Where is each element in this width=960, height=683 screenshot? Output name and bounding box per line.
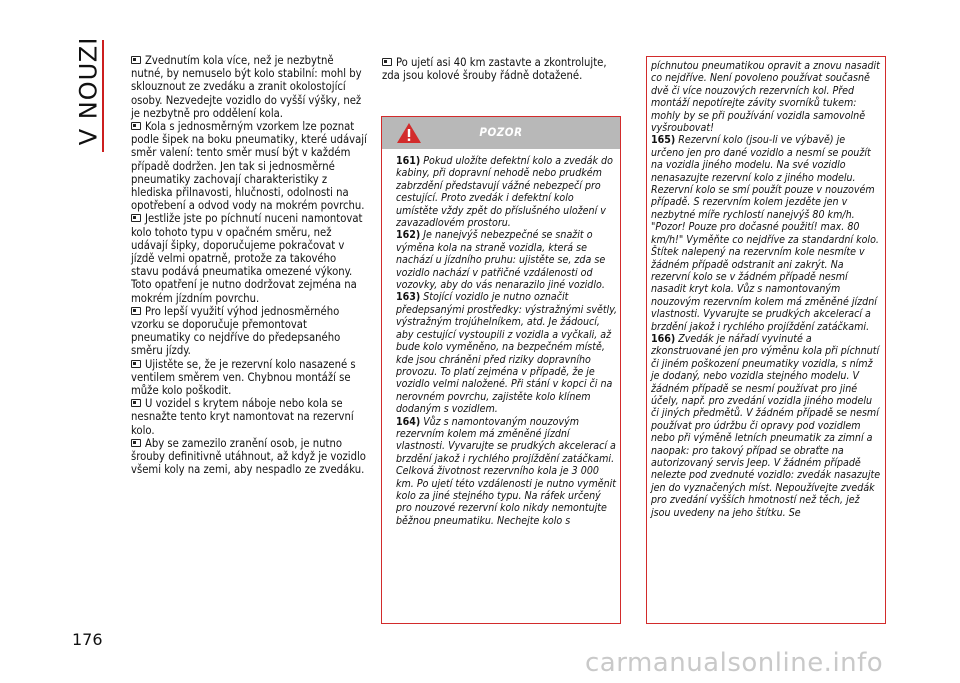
bullet-icon [131, 439, 141, 447]
paragraph: Pro lepší využití výhod jednosměrného vzorku se doporučuje přemontovat pneumatiky co nejdříve do předepsaného směru jízdy. [131, 304, 341, 358]
warning-box-continued [646, 56, 886, 624]
bullet-icon [131, 122, 141, 130]
paragraph: Zvednutím kola více, než je nezbytně nutné, by nemuselo být kolo stabilní: mohl by sklouznout ze zvedáku a zranit okolostojící osoby. Nezvedejte vozidlo do vyšší výšky, než je nezbytně pro oddělení kola. [131, 54, 362, 120]
note: 166) Zvedák je nářadí vyvinuté a zkonstruované jen pro výměnu kola při píchnutí či jiném poškození pneumatiky vozidla, s nímž je dodaný, nebo vozidla stejného modelu. V žádném případě se nesmí používat pro jiné účely, např. pro zvedání vozidla jiného modelu či jiných předmětů. V žádném případě se nesmí používat pro údržbu či opravy pod vozidlem nebo při výměně letních pneumatik za zimní a naopak: pro takový případ se obraťte na autorizovaný servis Jeep. V žádném případě nelezte pod zvednuté vozidlo: zvedák nasazujte jen do vyznačených míst. Nepoužívejte zvedák pro zvedání vyšších hmotností než těch, jež jsou uvedeny na jeho štítku. Se [651, 332, 881, 519]
note-continuation: píchnutou pneumatikou opravit a znovu nasadit co nejdříve. Není povoleno používat současně dvě či více nouzových rezervních kol. Před montáží nepotírejte závity svorníků tukem: mohly by se při používání vozidla samovolně vyšroubovat! [651, 60, 880, 135]
bullet-icon [131, 399, 141, 407]
warning-title: POZOR [479, 125, 523, 139]
paragraph: Aby se zamezilo zranění osob, je nutno šrouby definitivně utáhnout, až když je vozidlo všemi koly na zemi, aby nespadlo ze zvedáku. [131, 436, 366, 477]
paragraph: Ujistěte se, že je rezervní kolo nasazené s ventilem směrem ven. Chybnou montáží se může kolo poškodit. [131, 357, 356, 398]
bullet-icon [131, 56, 141, 64]
paragraph: Po ujetí asi 40 km zastavte a zkontrolujte, zda jsou kolové šrouby řádně dotažené. [382, 56, 607, 83]
column-2-intro [382, 56, 621, 82]
watermark: carmanualsonline.info [585, 648, 884, 678]
warning-box [381, 116, 621, 624]
warning-notes [396, 155, 618, 527]
note: 164) Vůz s namontovaným nouzovým rezervním kolem má změněné jízdní vlastnosti. Vyvarujte se prudkých akcelerací a brzdění jakož i rychlého projíždění zatáčkami. Celková životnost rezervního kola je 3 000 km. Po ujetí této vzdálenosti je nutno vyměnit kolo za jiné stejného typu. Na ráfek určený pro nouzové rezervní kolo nikdy nemontujte běžnou pneumatiku. Nechejte kolo s [396, 415, 617, 527]
bullet-icon [131, 360, 141, 368]
section-rule [102, 40, 104, 152]
note: 165) Rezervní kolo (jsou-li ve výbavě) je určeno jen pro dané vozidlo a nesmí se použít na vozidla jiného modelu. Na své vozidlo nenasazujte rezervní kolo z jiného modelu. Rezervní kolo se smí použít pouze v nouzovém případě. S rezervním kolem jezděte jen v nezbytné míře rychlostí nanejvýš 80 km/h. "Pozor! Pouze pro dočasné použití! max. 80 km/h!" Vyměňte co nejdříve za standardní kolo. Štítek nalepený na rezervním kole nesmíte v žádném případě odstranit ani zakrýt. Na rezervní kolo se v žádném případě nesmí nasadit kryt kola. Vůz s namontovaným nouzovým rezervním kolem má změněné jízdní vlastnosti. Vyvarujte se prudkých akcelerací a brzdění jakož i rychlého projíždění zatáčkami. [651, 134, 879, 333]
page-number: 176 [72, 630, 103, 649]
paragraph: Jestliže jste po píchnutí nuceni namontovat kolo tohoto typu v opačném směru, než udávají šipky, doporučujeme pokračovat v jízdě velmi opatrně, protože za takového stavu podává pneumatika omezené výkony. Toto opatření je nutno dodržovat zejména na mokrém jízdním povrchu. [131, 212, 363, 305]
note: 161) Pokud uložíte defektní kolo a zvedák do kabiny, při dopravní nehodě nebo prudkém zabrzdění představují vážné nebezpečí pro cestující. Proto zvedák i defektní kolo umístěte vždy zpět do příslušného uložení v zavazadlovém prostoru. [396, 155, 613, 230]
bullet-icon [131, 214, 141, 222]
note: 162) Je nanejvýš nebezpečné se snažit o výměna kola na straně vozidla, která se nachází u jízdního pruhu: ujistěte se, zda se vozidlo nachází v patřičné vzdálenosti od vozovky, aby do vás nenarazilo jiné vozidlo. [396, 229, 606, 292]
warning-header [382, 117, 620, 149]
bullet-icon [131, 307, 141, 315]
bullet-icon [382, 58, 392, 66]
paragraph: U vozidel s krytem náboje nebo kola se nesnažte tento kryt namontovat na rezervní kolo. [131, 397, 354, 437]
warning-notes [651, 60, 881, 519]
section-title: V NOUZI [74, 36, 102, 146]
note: 163) Stojící vozidlo je nutno označit předepsanými prostředky: výstražnými světly, výstražným trojúhelníkem, atd. Je žádoucí, aby cestující vystoupili z vozidla a vyčkali, až bude kolo vyměněno, na bezpečném místě, kde jsou chráněni před riziky dopravního provozu. To platí zejména v případě, že je vozidlo velmi naložené. Při stání v kopci či na nerovném povrchu, zajistěte kolo klínem dodaným s vozidlem. [396, 291, 618, 416]
column-1 [131, 54, 367, 477]
paragraph: Kola s jednosměrným vzorkem lze poznat podle šipek na boku pneumatiky, které udávají směr valení: tento směr musí být v každém případě dodržen. Jen tak si jednosměrné pneumatiky zachovají charakteristiky z hlediska přilnavosti, hlučnosti, odolnosti na opotřebení a odvod vody na mokrém povrchu. [131, 120, 367, 213]
